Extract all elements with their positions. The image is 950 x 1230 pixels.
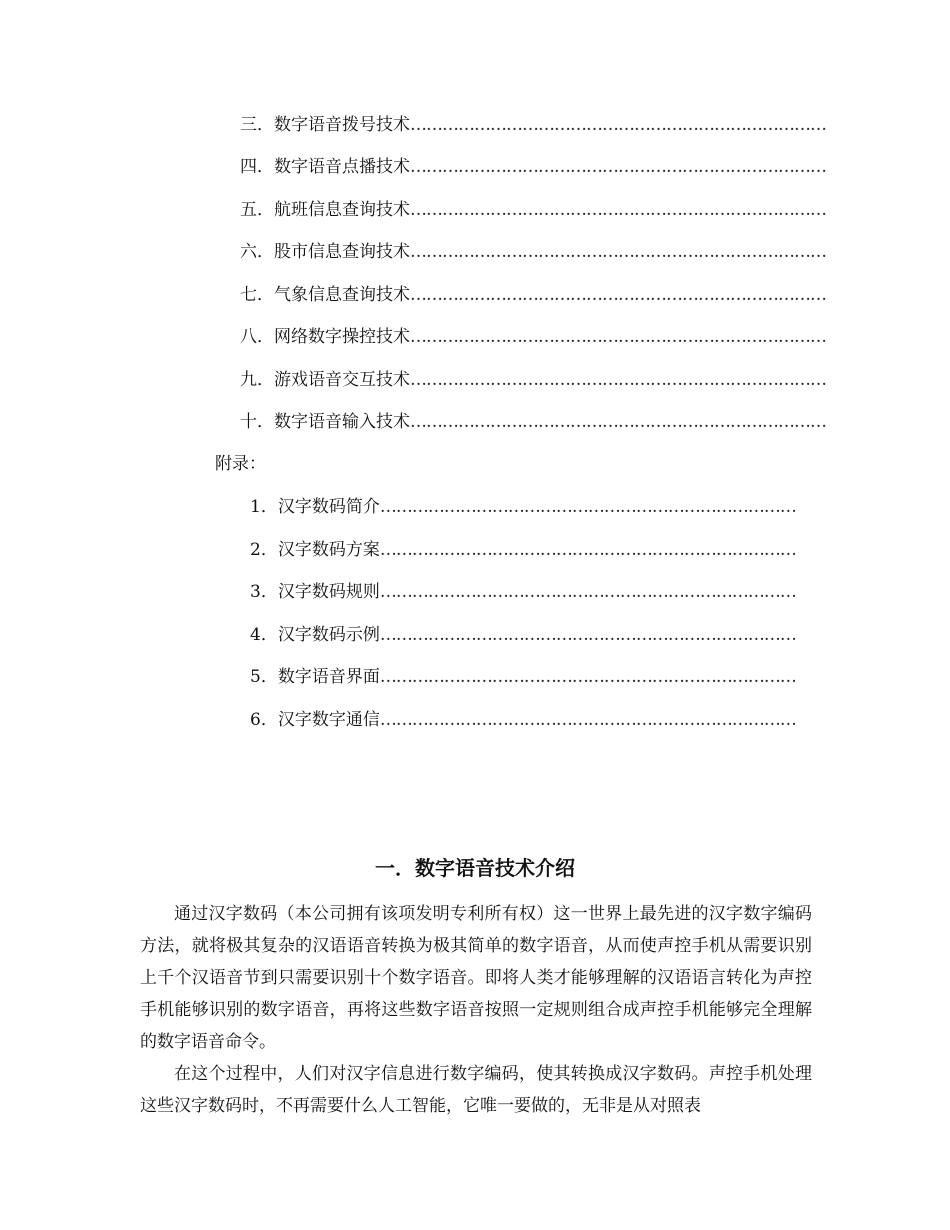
appendix-entry-number: 4． — [250, 625, 278, 645]
toc-entry-number: 三． — [240, 115, 274, 135]
toc-entry-title: 游戏语音交互技术 — [274, 370, 410, 390]
toc-entry-title: 气象信息查询技术 — [274, 285, 410, 305]
toc-entry[interactable] — [240, 283, 826, 307]
appendix-entry[interactable] — [250, 623, 796, 647]
toc-entry-title: 数字语音拨号技术 — [274, 115, 410, 135]
appendix-entry-number: 2． — [250, 540, 278, 560]
toc-dot-leader: …………………………………………………………………… — [379, 710, 796, 730]
appendix-entry-number: 5． — [250, 667, 278, 687]
toc-entry[interactable] — [240, 113, 826, 137]
toc-dot-leader: …………………………………………………………………… — [410, 327, 826, 347]
toc-entry-number: 四． — [240, 157, 274, 177]
toc-dot-leader: …………………………………………………………………… — [410, 242, 826, 262]
toc-entry-title: 航班信息查询技术 — [274, 200, 410, 220]
toc-dot-leader: …………………………………………………………………… — [379, 497, 796, 517]
appendix-entry-number: 3． — [250, 582, 278, 602]
toc-entry-number: 七． — [240, 285, 274, 305]
appendix-entry-number: 6． — [250, 710, 278, 730]
appendix-entry[interactable] — [250, 495, 796, 519]
toc-dot-leader: …………………………………………………………………… — [410, 200, 826, 220]
appendix-entry[interactable] — [250, 665, 796, 689]
appendix-entry-title: 数字语音界面 — [277, 667, 380, 687]
appendix-entry[interactable] — [250, 708, 796, 732]
section-body — [140, 898, 812, 1122]
toc-entry[interactable] — [240, 155, 826, 179]
toc-entry-title: 股市信息查询技术 — [274, 242, 410, 262]
toc-entry[interactable] — [240, 198, 826, 222]
toc-entry-number: 五． — [240, 200, 274, 220]
toc-entry-title: 数字语音输入技术 — [274, 412, 410, 432]
appendix-entry[interactable] — [250, 538, 796, 562]
toc-dot-leader: …………………………………………………………………… — [410, 115, 826, 135]
appendix-entry-title: 汉字数码方案 — [277, 540, 380, 560]
toc-dot-leader: …………………………………………………………………… — [379, 540, 796, 560]
toc-entry[interactable] — [240, 240, 826, 264]
toc-entry-number: 六． — [240, 242, 274, 262]
section-heading: 一．数字语音技术介绍 — [375, 856, 575, 880]
appendix-heading: 附录： — [215, 454, 266, 474]
body-paragraph: 在这个过程中，人们对汉字信息进行数字编码，使其转换成汉字数码。声控手机处理这些汉字数码时，不再需要什么人工智能，它唯一要做的，无非是从对照表 — [140, 1064, 812, 1116]
toc-entry-title: 网络数字操控技术 — [274, 327, 410, 347]
toc-entry[interactable] — [240, 368, 826, 392]
toc-dot-leader: …………………………………………………………………… — [379, 667, 796, 687]
appendix-entry-title: 汉字数字通信 — [277, 710, 380, 730]
toc-dot-leader: …………………………………………………………………… — [379, 582, 796, 602]
toc-dot-leader: …………………………………………………………………… — [410, 285, 826, 305]
appendix-entry-title: 汉字数码简介 — [277, 497, 380, 517]
toc-dot-leader: …………………………………………………………………… — [410, 157, 826, 177]
appendix-entry-number: 1． — [250, 497, 278, 517]
toc-entry-number: 十． — [240, 412, 274, 432]
toc-entry[interactable] — [240, 410, 826, 434]
toc-entry[interactable] — [240, 325, 826, 349]
toc-dot-leader: …………………………………………………………………… — [410, 370, 826, 390]
toc-entry-number: 八． — [240, 327, 274, 347]
toc-dot-leader: …………………………………………………………………… — [410, 412, 826, 432]
toc-dot-leader: …………………………………………………………………… — [379, 625, 796, 645]
toc-entry-number: 九． — [240, 370, 274, 390]
toc-entry-title: 数字语音点播技术 — [274, 157, 410, 177]
appendix-entry[interactable] — [250, 580, 796, 604]
appendix-entry-title: 汉字数码示例 — [277, 625, 380, 645]
appendix-entry-title: 汉字数码规则 — [277, 582, 380, 602]
body-paragraph: 通过汉字数码（本公司拥有该项发明专利所有权）这一世界上最先进的汉字数字编码方法，就将极其复杂的汉语语音转换为极其简单的数字语音，从而使声控手机从需要识别上千个汉语音节到只需要识别十个数字语音。即将人类才能够理解的汉语语言转化为声控手机能够识别的数字语音，再将这些数字语音按照一定规则组合成声控手机能够完全理解的数字语音命令。 — [140, 904, 812, 1052]
